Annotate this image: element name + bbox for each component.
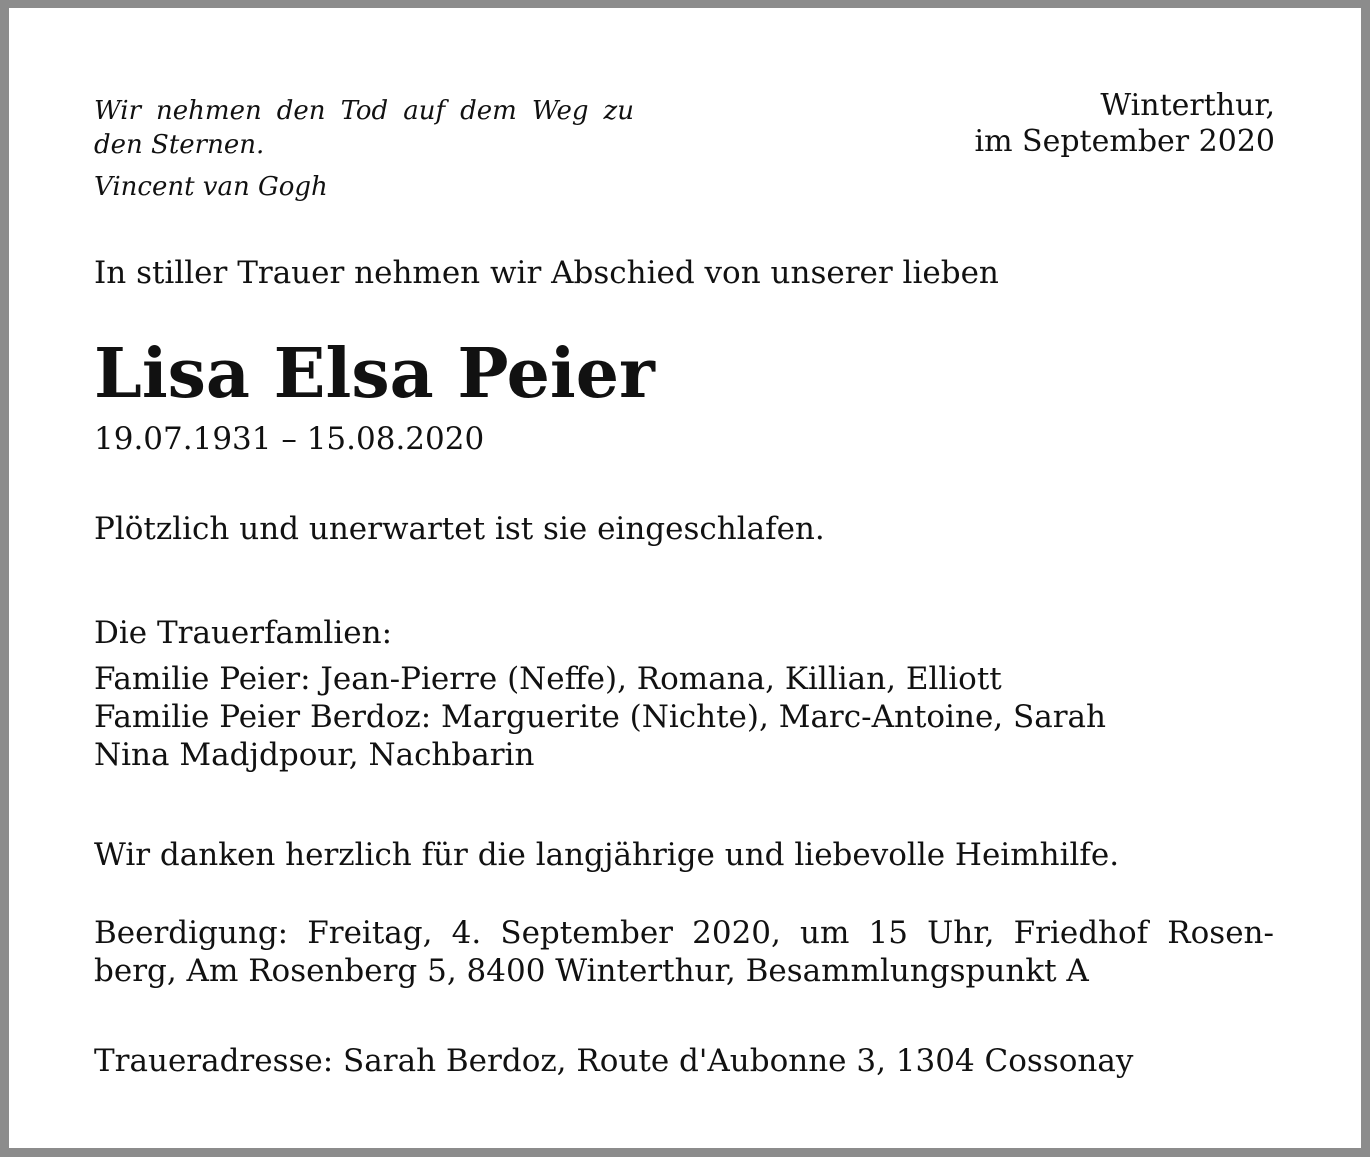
place-date — [974, 88, 1275, 160]
date: im September 2020 — [974, 124, 1275, 159]
obituary-notice — [9, 8, 1361, 1148]
families-list — [94, 660, 1106, 774]
funeral-info — [94, 914, 1274, 990]
place: Winterthur, — [1100, 88, 1275, 123]
epigraph-line-1: Wir nehmen den Tod auf dem Weg zu — [94, 96, 634, 126]
deceased-name: Lisa Elsa Peier — [94, 334, 655, 414]
family-line: Nina Madjdpour, Nachbarin — [94, 737, 535, 773]
families-heading: Die Trauerfamlien: — [94, 615, 393, 651]
epigraph-author: Vincent van Gogh — [94, 172, 328, 202]
family-line: Familie Peier Berdoz: Marguerite (Nichte), Marc-Antoine, Sarah — [94, 699, 1106, 735]
epigraph-line-2: den Sternen. — [94, 130, 265, 160]
life-dates: 19.07.1931 – 15.08.2020 — [94, 421, 485, 457]
funeral-line-2: berg, Am Rosenberg 5, 8400 Winterthur, Besammlungspunkt A — [94, 953, 1089, 989]
funeral-line-1: Beerdigung: Freitag, 4. September 2020, um 15 Uhr, Friedhof Rosen- — [94, 915, 1274, 951]
epigraph-quote — [94, 94, 634, 162]
thanks-text: Wir danken herzlich für die langjährige und liebevolle Heimhilfe. — [94, 837, 1120, 873]
intro-text: In stiller Trauer nehmen wir Abschied von unserer lieben — [94, 255, 999, 291]
family-line: Familie Peier: Jean-Pierre (Neffe), Romana, Killian, Elliott — [94, 661, 1002, 697]
passing-text: Plötzlich und unerwartet ist sie eingeschlafen. — [94, 511, 825, 547]
mourning-address: Traueradresse: Sarah Berdoz, Route d'Aubonne 3, 1304 Cossonay — [94, 1043, 1134, 1079]
